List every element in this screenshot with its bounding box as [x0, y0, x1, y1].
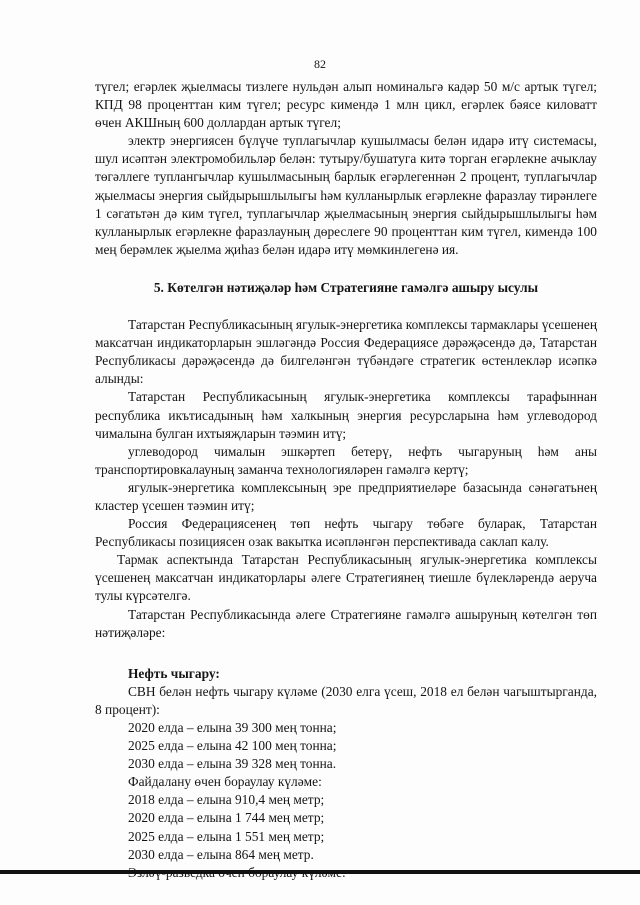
drilling-2018: 2018 елда – елына 910,4 мең метр; [128, 792, 325, 808]
production-2030: 2030 елда – елына 39 328 мең тонна. [128, 756, 337, 772]
section-heading: 5. Көтелгән нәтиҗәләр һәм Стратегияне гамәлгә ашыру ысулы [153, 279, 539, 295]
paragraph-strategic-priorities: Татарстан Республикасының ягулык-энергетика комплексы тармаклары үсешенең максатчан индикаторларын эшләгәндә Россия Федерациясе дәрәҗәсендә дә, Татарстан Республикасы дәрәҗәсендә дә билгеләнгән түбәндәге стратегик өстенлекләр исәпкә алынды: [95, 317, 597, 387]
drilling-2030: 2030 елда – елына 864 мең метр. [128, 846, 314, 862]
scan-bottom-border [0, 870, 640, 874]
paragraph-emission-params: түгел; егәрлек җыелмасы тизлеге нульдән алып номинальгә кадәр 50 м/с артык түгел; КПД 98 проценттан ким түгел; ресурс кимендә 1 млн цикл, егәрлек бәясе киловатт өчен АКШның 600 доллардан артык түгел; [95, 79, 597, 131]
paragraph-priority-processing: углеводород чималын эшкәртеп бетерү, нефть чыгаруның һәм аны транспортировкалауның заманча технологияләрен гамәлгә кертү; [95, 443, 597, 477]
paragraph-priority-oil-region: Россия Федерациясенең төп нефть чыгару төбәге буларак, Татарстан Республикасы позициясен озак вакытка исәпләнгән перспективада саклап калу. [95, 516, 597, 550]
drilling-2025: 2025 елда – елына 1 551 мең метр; [128, 828, 325, 844]
drilling-label: Файдалану өчен бораулау күләме: [128, 774, 322, 790]
paragraph-priority-cluster: ягулык-энергетика комплексының эре предприятиеләре базасында сәнәгатьнең кластер үсешен тәэмин итү; [95, 479, 597, 513]
paragraph-storage-control: электр энергиясен бүлүче туплагычлар кушылмасы белән идарә итү системасы, шул исәптән электромобильләр белән: тутыру/бушатуга китә торган егәрлекне ачыклау төгәллеге туплангычлар кушылмасының барлык егәрлегеннән 2 процент, туплагычлар җыелмасы энергия сыйдырышлылыгы һәм кулланырлык егәрлекне фаразлау тирәнлеге 1 сәгатьтән дә ким түгел, туплагычлар җыелмасының энергия сыйдырышлылыгы һәм кулланырлык егәрлекне фаразлауның дөреслеге 90 проценттан ким түгел, кимендә 100 мең берәмлек җыелма җиһаз белән идарә итү мөмкинлегенә ия. [95, 133, 597, 257]
production-2020: 2020 елда – елына 39 300 мең тонна; [128, 720, 337, 735]
paragraph-priority-energy-supply: Татарстан Республикасының ягулык-энергетика комплексы тарафыннан республика икътисадының һәм халкының энергия ресурсларына һәм углеводород чималына булган ихтыяҗларын тәэмин итү; [95, 389, 597, 441]
oil-subheading: Нефть чыгару: [128, 665, 220, 681]
page-number: 82 [314, 57, 326, 71]
paragraph-sector-indicators: Тармак аспектында Татарстан Республикасының ягулык-энергетика комплексы үсешенең максатчан индикаторлары әлеге Стратегиянең тиешле бүлекләрендә аеруча тулы күрсәтелгә. [95, 552, 597, 604]
paragraph-expected-results: Татарстан Республикасында әлеге Стратегияне гамәлгә ашыруның көтелгән төп нәтиҗәләре: [95, 606, 597, 640]
drilling-2020: 2020 елда – елына 1 744 мең метр; [128, 810, 325, 826]
oil-production-intro: СВН белән нефть чыгару күләме (2030 елга үсеш, 2018 ел белән чагыштырганда, 8 процент): [95, 683, 597, 717]
production-2025: 2025 елда – елына 42 100 мең тонна; [128, 738, 337, 754]
document-body [95, 78, 597, 882]
